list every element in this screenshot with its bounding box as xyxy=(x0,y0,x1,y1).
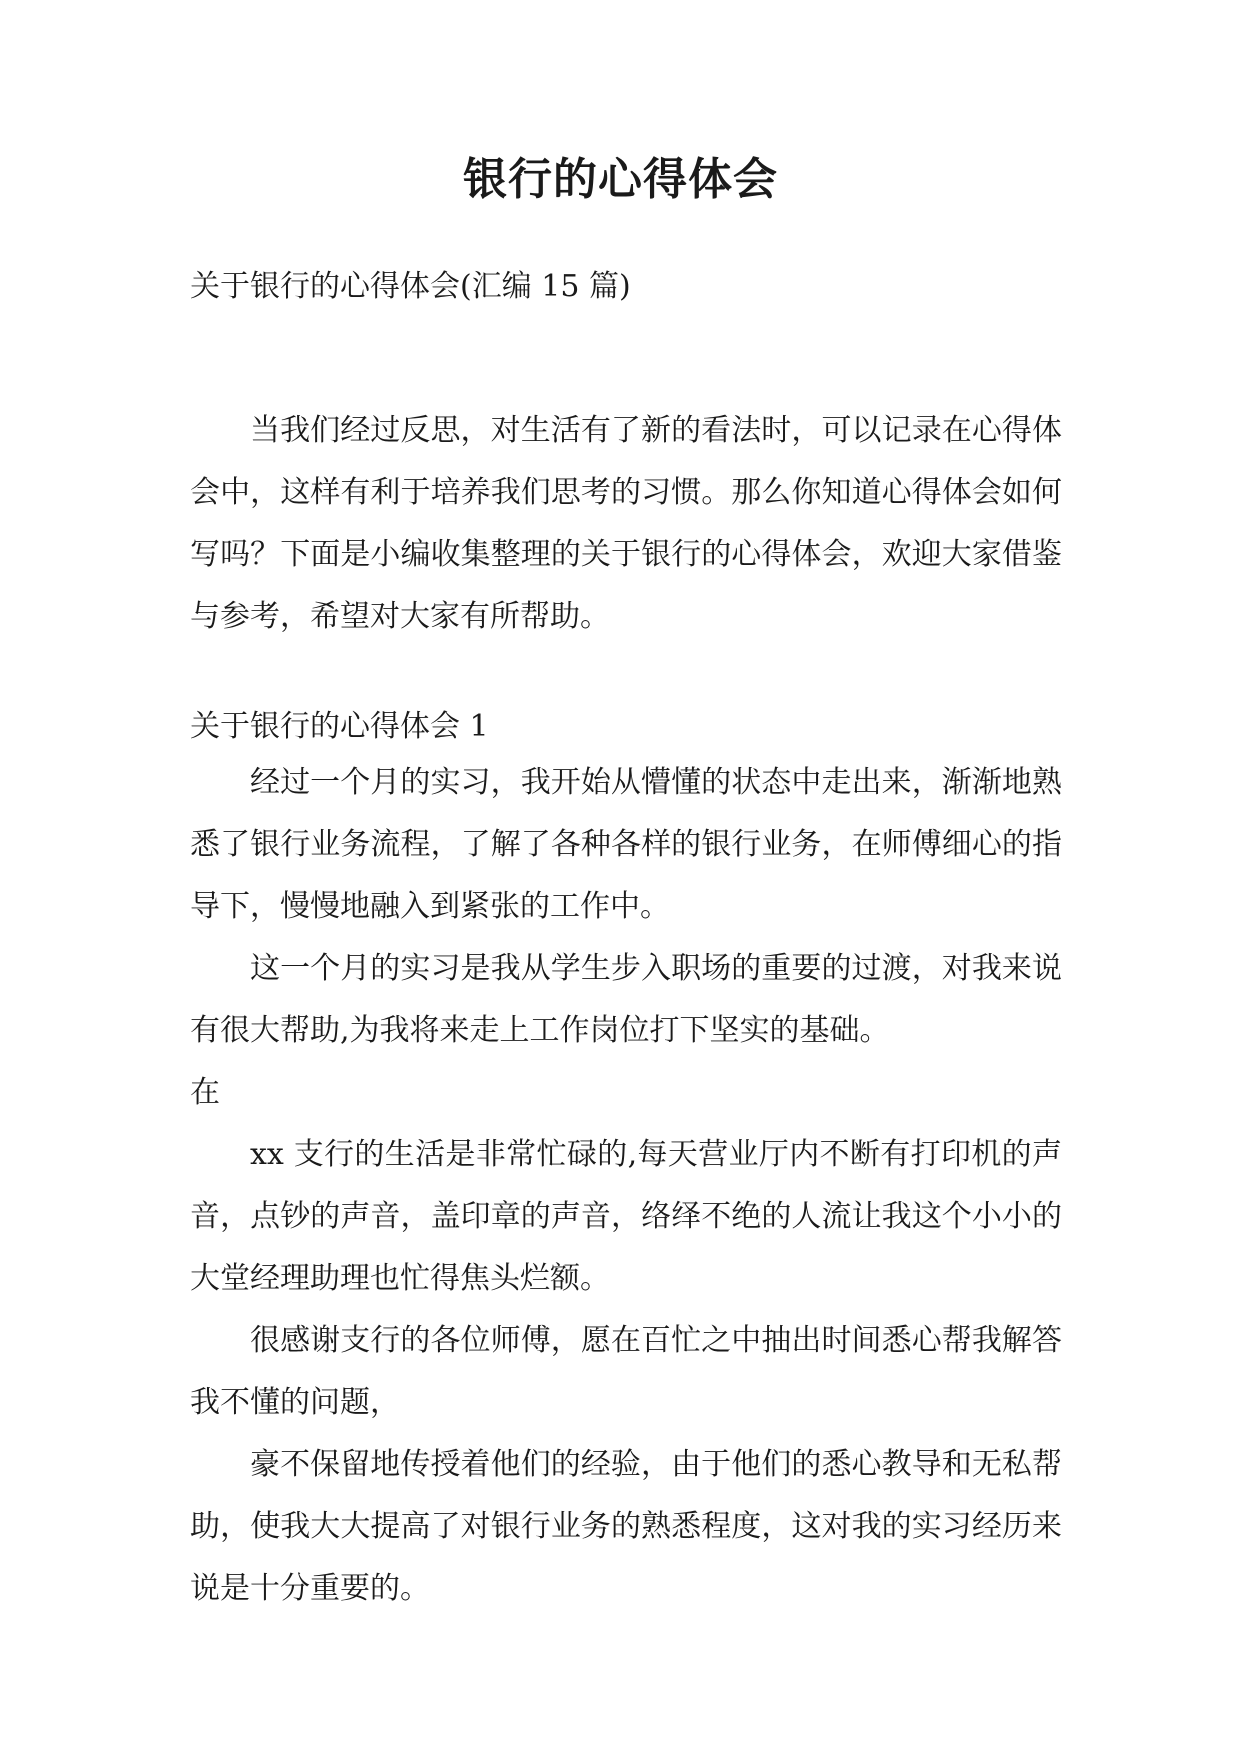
paragraph-4: xx 支行的生活是非常忙碌的,每天营业厅内不断有打印机的声音，点钞的声音，盖印章的声音，络绎不绝的人流让我这个小小的大堂经理助理也忙得焦头烂额。 xyxy=(190,1137,1062,1296)
paragraph-6: 豪不保留地传授着他们的经验，由于他们的悉心教导和无私帮助，使我大大提高了对银行业务的熟悉程度，这对我的实习经历来说是十分重要的。 xyxy=(190,1447,1062,1606)
paragraph-1: 经过一个月的实习，我开始从懵懂的状态中走出来，渐渐地熟悉了银行业务流程，了解了各种各样的银行业务，在师傅细心的指导下，慢慢地融入到紧张的工作中。 xyxy=(190,765,1062,924)
paragraph-5: 很感谢支行的各位师傅，愿在百忙之中抽出时间悉心帮我解答我不懂的问题， xyxy=(190,1323,1062,1420)
section-body xyxy=(190,752,1062,1620)
document-subtitle: 关于银行的心得体会(汇编 15 篇) xyxy=(190,269,631,304)
document-title: 银行的心得体会 xyxy=(463,154,778,205)
intro-paragraph: 当我们经过反思，对生活有了新的看法时，可以记录在心得体会中，这样有利于培养我们思考的习惯。那么你知道心得体会如何写吗？下面是小编收集整理的关于银行的心得体会，欢迎大家借鉴与参考，希望对大家有所帮助。 xyxy=(190,413,1062,634)
intro-block xyxy=(190,400,1062,648)
paragraph-3: 在 xyxy=(190,1075,220,1110)
paragraph-2: 这一个月的实习是我从学生步入职场的重要的过渡，对我来说有很大帮助,为我将来走上工作岗位打下坚实的基础。 xyxy=(190,951,1062,1048)
section-heading: 关于银行的心得体会 1 xyxy=(190,709,489,744)
